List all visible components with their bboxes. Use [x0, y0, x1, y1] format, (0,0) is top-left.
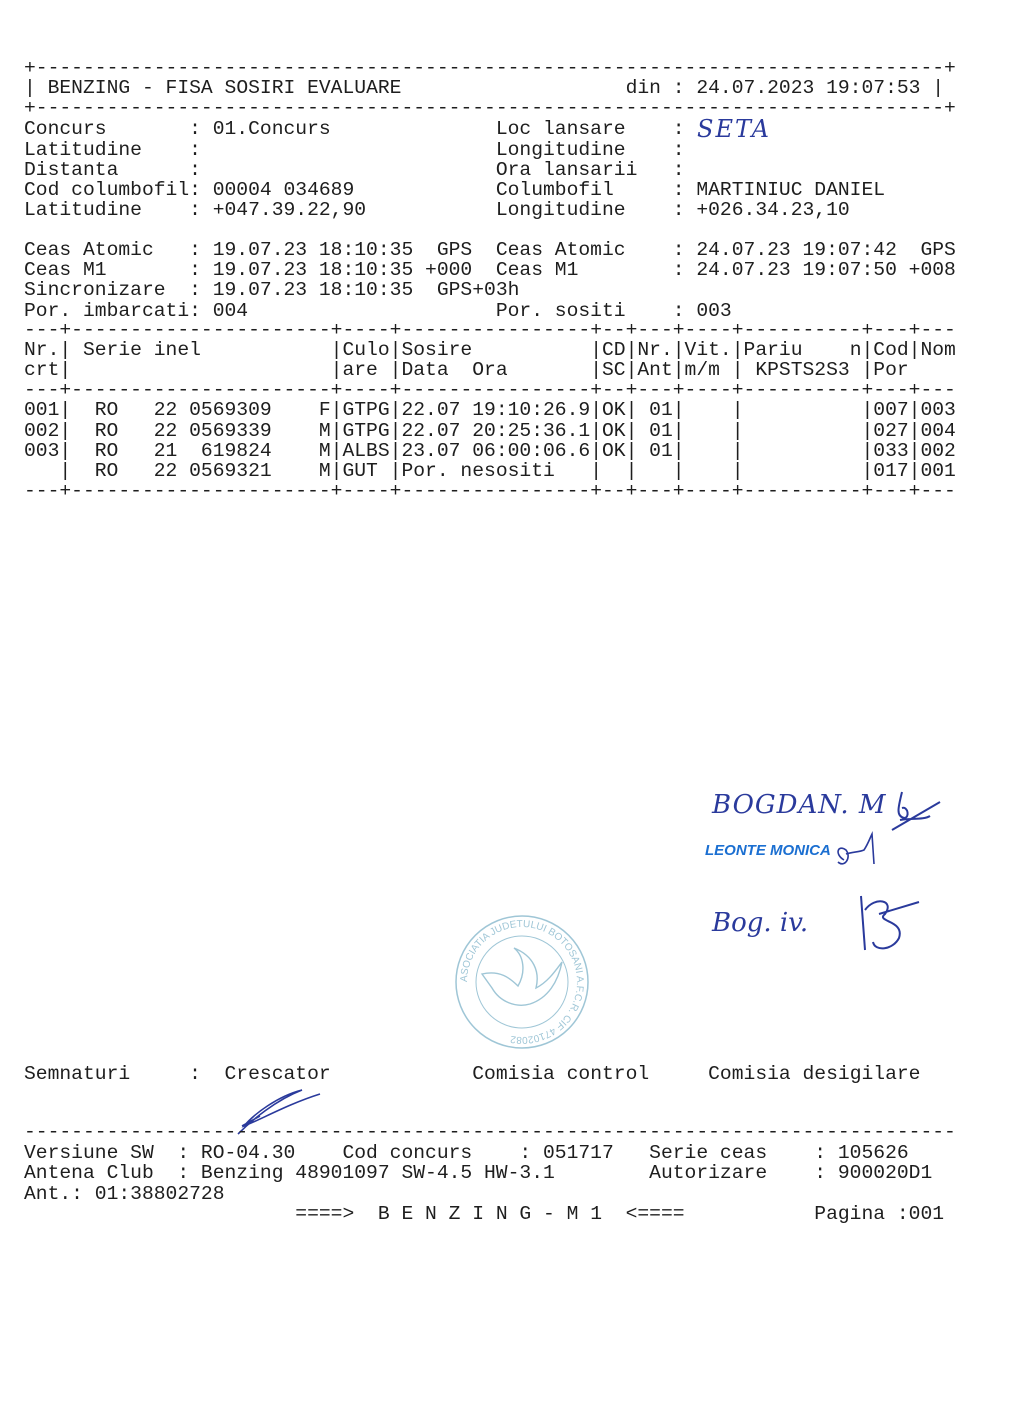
column-divider: |	[731, 420, 744, 442]
clock-label: Ceas Atomic	[24, 239, 154, 261]
column-divider: |	[389, 420, 402, 442]
breeder-signature-label: Crescator	[224, 1063, 331, 1085]
column-divider: |	[731, 339, 744, 361]
field-label: Longitudine	[495, 199, 626, 221]
clock-suffix: +008	[908, 259, 956, 281]
column-header: CD	[601, 339, 626, 361]
dove-icon	[482, 948, 562, 1005]
cd-sc-status: OK	[601, 440, 626, 462]
field-value: : +026.34.23,10	[672, 199, 850, 221]
column-divider: |	[330, 420, 343, 442]
svg-text:ASOCIATIA JUDETULUI BOTOSANI A	[459, 919, 585, 1045]
field-label: Cod columbofil	[24, 179, 190, 201]
row-number: 002	[24, 420, 60, 442]
ring-country: RO	[94, 440, 119, 462]
signature-scribble-icon	[890, 788, 950, 833]
pigeon-color: ALBS	[342, 440, 390, 462]
clock-value: : 24.07.23 19:07:42	[672, 239, 897, 261]
column-divider: |	[59, 359, 72, 381]
column-divider: |	[389, 399, 402, 421]
field-value: : +047.39.22,90	[189, 199, 367, 221]
column-divider: |	[330, 339, 343, 361]
column-divider: |	[625, 460, 638, 482]
column-divider: |	[590, 420, 602, 442]
arrival-time: 19:10:26.9	[472, 399, 591, 421]
ring-country: RO	[94, 399, 119, 421]
clock-value: : 19.07.23 18:10:35	[189, 259, 414, 281]
column-header: m/m	[684, 359, 720, 381]
column-divider: |	[330, 460, 343, 482]
column-divider: |	[625, 399, 638, 421]
clock-suffix: GPS+03h	[436, 279, 520, 301]
column-divider: |	[59, 460, 72, 482]
field-label: Longitudine	[495, 139, 626, 161]
field-value: : MARTINIUC DANIEL	[672, 179, 886, 201]
footer-value: : 051717	[519, 1142, 614, 1164]
field-value: : 00004 034689	[189, 179, 355, 201]
ring-number: 619824	[189, 440, 272, 462]
column-divider: |	[59, 420, 72, 442]
field-value: :	[189, 159, 201, 181]
column-header: Ant	[637, 359, 673, 381]
table-separator: ---+----------------------+----+----------------+--+---+----+----------+---+---	[24, 319, 956, 341]
column-divider: |	[389, 440, 402, 462]
cd-sc-status: OK	[601, 399, 626, 421]
field-value: :	[189, 139, 201, 161]
footer-label: Versiune SW	[24, 1142, 154, 1164]
table-separator: ---+----------------------+----+----------------+--+---+----+----------+---+---	[24, 480, 956, 502]
column-header: are	[342, 359, 378, 381]
pigeon-code: 007	[873, 399, 909, 421]
column-divider: |	[861, 339, 874, 361]
arrival-status: Por. nesositi	[401, 460, 555, 482]
column-divider: |	[672, 420, 685, 442]
signatures-label: Semnaturi	[24, 1063, 131, 1085]
column-header: Pariu n	[743, 339, 862, 361]
page-number: Pagina :001	[814, 1203, 945, 1225]
pigeon-code: 027	[873, 420, 909, 442]
handwritten-release-place: SETA	[697, 115, 771, 143]
column-divider: |	[908, 399, 921, 421]
column-header: SC	[601, 359, 626, 381]
column-divider: |	[389, 359, 402, 381]
column-header: Data Ora	[401, 359, 508, 381]
column-divider: |	[625, 420, 638, 442]
nomination: 002	[920, 440, 956, 462]
clock-label: Por. sositi	[495, 300, 626, 322]
pigeon-code: 033	[873, 440, 909, 462]
column-divider: |	[672, 460, 685, 482]
column-header: Cod	[873, 339, 909, 361]
column-divider: |	[590, 399, 602, 421]
stamp-name: LEONTE MONICA	[705, 842, 831, 859]
footer-antenna-id: Ant.: 01:38802728	[24, 1183, 225, 1205]
signature-scribble-icon	[855, 890, 925, 960]
field-label: Columbofil	[495, 179, 614, 201]
column-divider: |	[59, 399, 72, 421]
clock-label: Ceas Atomic	[495, 239, 626, 261]
column-header: crt	[24, 359, 60, 381]
clock-value: : 24.07.23 19:07:50	[672, 259, 897, 281]
column-divider: |	[625, 440, 638, 462]
pigeon-sex: M	[318, 420, 331, 442]
field-value: :	[672, 118, 685, 140]
column-divider: |	[59, 440, 72, 462]
column-divider: |	[59, 339, 72, 361]
field-label: Distanta	[24, 159, 119, 181]
clock-label: Sincronizare	[24, 279, 166, 301]
pigeon-color: GUT	[342, 460, 378, 482]
date-value: 24.07.2023 19:07:53 |	[696, 77, 945, 99]
ring-number: 0569309	[189, 399, 272, 421]
clock-label: Ceas M1	[24, 259, 107, 281]
control-committee-label: Comisia control	[472, 1063, 650, 1085]
arrival-date: 22.07	[401, 420, 461, 442]
column-divider: |	[908, 440, 921, 462]
column-divider: |	[590, 359, 602, 381]
column-header: Por	[873, 359, 909, 381]
column-divider: |	[908, 339, 921, 361]
column-divider: |	[625, 339, 638, 361]
field-value: :	[672, 139, 685, 161]
ring-number: 0569321	[189, 460, 272, 482]
field-value: : 01.Concurs	[189, 118, 331, 140]
footer-divider: -------------------------------------------------------------------------------	[24, 1121, 956, 1143]
field-label: Latitudine	[24, 139, 142, 161]
footer-value: : Benzing 48901097 SW-4.5 HW-3.1	[177, 1162, 555, 1184]
column-header: Vit.	[684, 339, 732, 361]
pigeon-color: GTPG	[342, 399, 390, 421]
column-divider: |	[330, 440, 343, 462]
unseal-committee-label: Comisia desigilare	[708, 1063, 921, 1085]
ring-year: 21	[153, 440, 178, 462]
header-border-bottom: +-----------------------------------------------------------------------------+	[24, 97, 956, 119]
clock-value: : 004	[189, 300, 249, 322]
pigeon-sex: M	[318, 440, 331, 462]
column-header: Sosire	[401, 339, 473, 361]
arrival-time: 06:00:06.6	[472, 440, 591, 462]
column-divider: |	[672, 440, 685, 462]
pigeon-color: GTPG	[342, 420, 390, 442]
column-header: Nr.	[24, 339, 60, 361]
clock-value: : 19.07.23 18:10:35	[189, 239, 414, 261]
column-header: KPSTS2S3	[755, 359, 850, 381]
column-divider: |	[861, 460, 874, 482]
column-divider: |	[590, 440, 602, 462]
clock-suffix: GPS	[436, 239, 473, 261]
column-header: Culo	[342, 339, 390, 361]
ring-year: 22	[153, 399, 178, 421]
column-divider: |	[330, 399, 343, 421]
column-divider: |	[861, 420, 874, 442]
footer-label: Serie ceas	[649, 1142, 768, 1164]
footer-value: : 105626	[814, 1142, 909, 1164]
nomination: 003	[920, 399, 956, 421]
field-value: :	[672, 159, 685, 181]
nomination: 004	[920, 420, 956, 442]
field-label: Loc lansare	[495, 118, 626, 140]
nomination: 001	[920, 460, 956, 482]
footer-label: Autorizare	[649, 1162, 768, 1184]
footer-label: Antena Club	[24, 1162, 154, 1184]
footer-value: : RO-04.30	[177, 1142, 296, 1164]
column-divider: |	[731, 399, 744, 421]
ring-country: RO	[94, 460, 119, 482]
column-divider: |	[731, 440, 744, 462]
column-divider: |	[861, 359, 874, 381]
field-label: Concurs	[24, 118, 107, 140]
handwritten-signature-name: BOGDAN. M	[712, 790, 887, 820]
document-title: | BENZING - FISA SOSIRI EVALUARE	[24, 77, 402, 99]
pigeon-sex: M	[318, 460, 331, 482]
clock-label: Ceas M1	[495, 259, 579, 281]
clock-value: : 003	[672, 300, 732, 322]
arrival-date: 22.07	[401, 399, 461, 421]
column-divider: |	[861, 440, 874, 462]
column-divider: |	[389, 460, 402, 482]
clock-suffix: GPS	[920, 239, 956, 261]
column-divider: |	[672, 339, 685, 361]
column-divider: |	[861, 399, 874, 421]
antenna-number: 01	[649, 420, 673, 442]
association-seal	[452, 912, 592, 1052]
ring-number: 0569339	[189, 420, 272, 442]
signature-scribble-icon	[830, 830, 880, 875]
clock-value: : 19.07.23 18:10:35	[189, 279, 414, 301]
arrival-time: 20:25:36.1	[472, 420, 591, 442]
ring-year: 22	[153, 460, 178, 482]
row-number: 003	[24, 440, 60, 462]
column-divider: |	[908, 460, 921, 482]
signatures-colon: :	[189, 1063, 201, 1085]
antenna-number: 01	[649, 399, 673, 421]
field-label: Latitudine	[24, 199, 142, 221]
clock-suffix: +000	[425, 259, 473, 281]
pigeon-code: 017	[873, 460, 909, 482]
cd-sc-status: OK	[601, 420, 626, 442]
table-separator: ---+----------------------+----+----------------+--+---+----+----------+---+---	[24, 379, 956, 401]
date-label: din :	[625, 77, 685, 99]
column-divider: |	[731, 460, 744, 482]
arrival-date: 23.07	[401, 440, 461, 462]
footer-label: Cod concurs	[342, 1142, 473, 1164]
ring-country: RO	[94, 420, 119, 442]
column-divider: |	[672, 399, 685, 421]
row-number: 001	[24, 399, 60, 421]
header-border-top: +-----------------------------------------------------------------------------+	[24, 57, 956, 79]
footer-banner: ====> B E N Z I N G - M 1 <====	[295, 1203, 685, 1225]
column-divider: |	[625, 359, 638, 381]
column-divider: |	[330, 359, 343, 381]
ring-year: 22	[153, 420, 178, 442]
seal-text: ASOCIATIA JUDETULUI BOTOSANI A.F.C.R. CIF 47102082	[458, 918, 586, 1046]
handwritten-signature-name: Bog. iv.	[712, 908, 809, 938]
pigeon-sex: F	[318, 399, 331, 421]
footer-value: : 900020D1	[814, 1162, 933, 1184]
column-divider: |	[590, 460, 602, 482]
column-header: Serie inel	[82, 339, 201, 361]
column-divider: |	[389, 339, 402, 361]
antenna-number: 01	[649, 440, 673, 462]
column-header: Nom	[920, 339, 956, 361]
field-label: Ora lansarii	[495, 159, 638, 181]
clock-label: Por. imbarcati	[24, 300, 190, 322]
column-divider: |	[590, 339, 602, 361]
column-divider: |	[908, 420, 921, 442]
column-divider: |	[672, 359, 685, 381]
column-header: Nr.	[637, 339, 673, 361]
column-divider: |	[731, 359, 744, 381]
